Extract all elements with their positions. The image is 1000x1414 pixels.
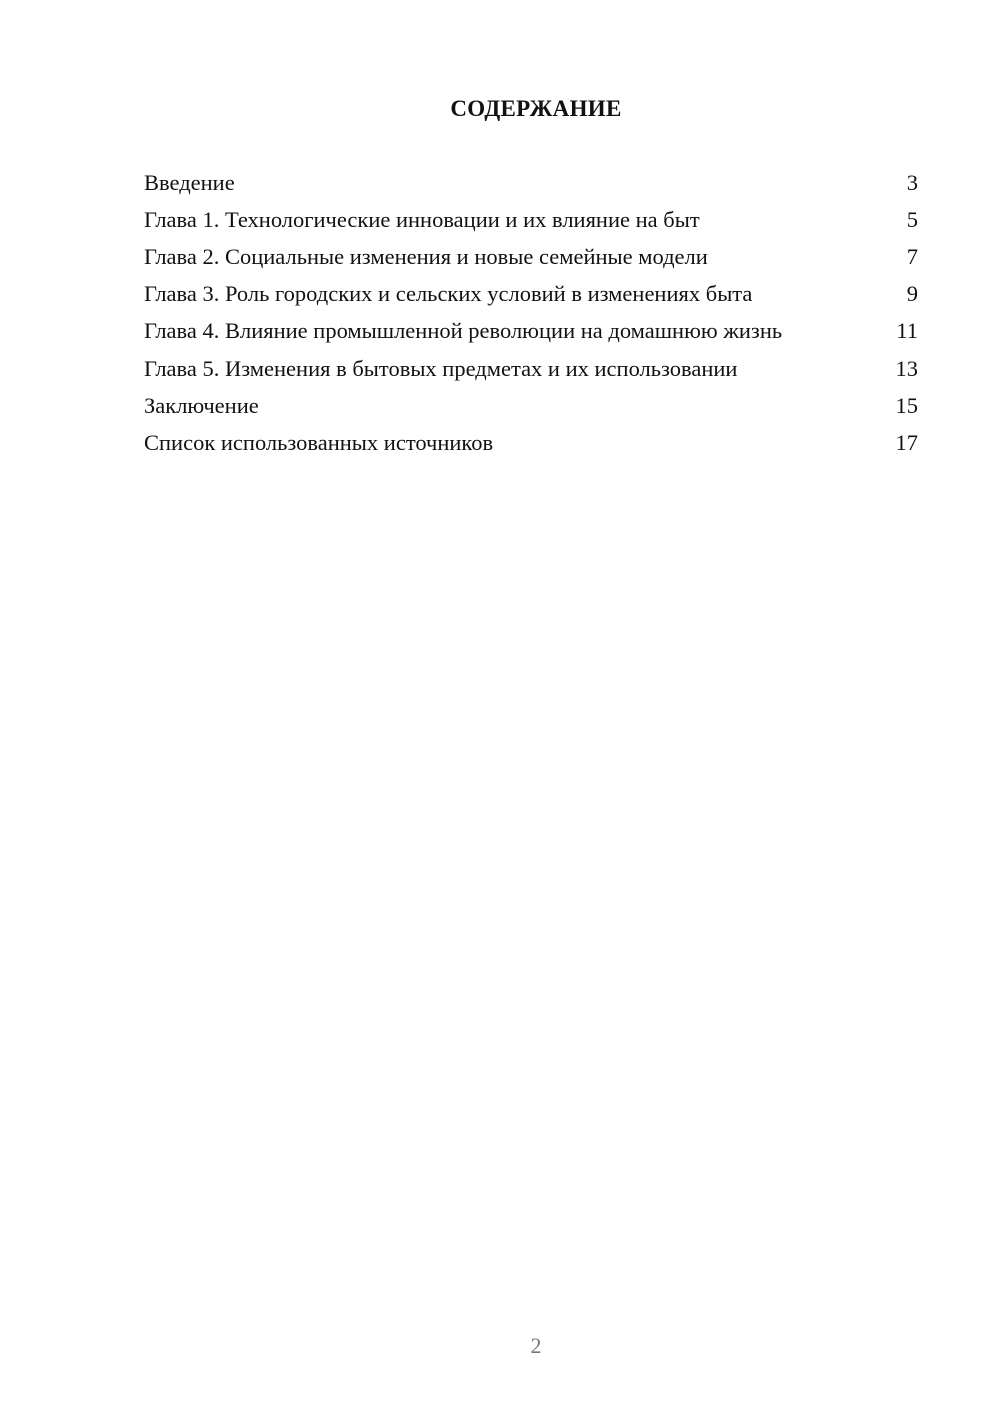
toc-entry[interactable] [144, 281, 918, 307]
toc-entry-page: 15 [895, 393, 918, 418]
toc-entry[interactable] [144, 356, 918, 382]
toc-entry-title: Список использованных источников [144, 430, 494, 455]
page-title: СОДЕРЖАНИЕ [450, 96, 622, 121]
toc-entry[interactable] [144, 244, 918, 270]
toc-entry-page: 11 [896, 318, 918, 343]
toc-entry-page: 7 [906, 244, 918, 269]
toc-entry-title: Введение [144, 170, 235, 195]
toc-entry-page: 5 [906, 207, 918, 232]
toc-entry-title: Заключение [144, 393, 259, 418]
toc-entry-title: Глава 4. Влияние промышленной революции на домашнюю жизнь [144, 318, 783, 343]
toc-entry-page: 9 [906, 281, 918, 306]
toc-entry-title: Глава 5. Изменения в бытовых предметах и их использовании [144, 356, 738, 381]
toc-entry[interactable] [144, 393, 918, 419]
toc-entry-title: Глава 1. Технологические инновации и их влияние на быт [144, 207, 700, 232]
toc-entry-page: 3 [906, 170, 918, 195]
table-of-contents [144, 170, 918, 467]
toc-entry[interactable] [144, 207, 918, 233]
toc-entry-title: Глава 2. Социальные изменения и новые семейные модели [144, 244, 708, 269]
toc-entry[interactable] [144, 430, 918, 456]
page-number: 2 [530, 1333, 542, 1358]
toc-entry[interactable] [144, 318, 918, 344]
toc-entry-page: 13 [895, 356, 918, 381]
toc-entry-page: 17 [895, 430, 918, 455]
toc-entry[interactable] [144, 170, 918, 196]
toc-entry-title: Глава 3. Роль городских и сельских условий в изменениях быта [144, 281, 753, 306]
